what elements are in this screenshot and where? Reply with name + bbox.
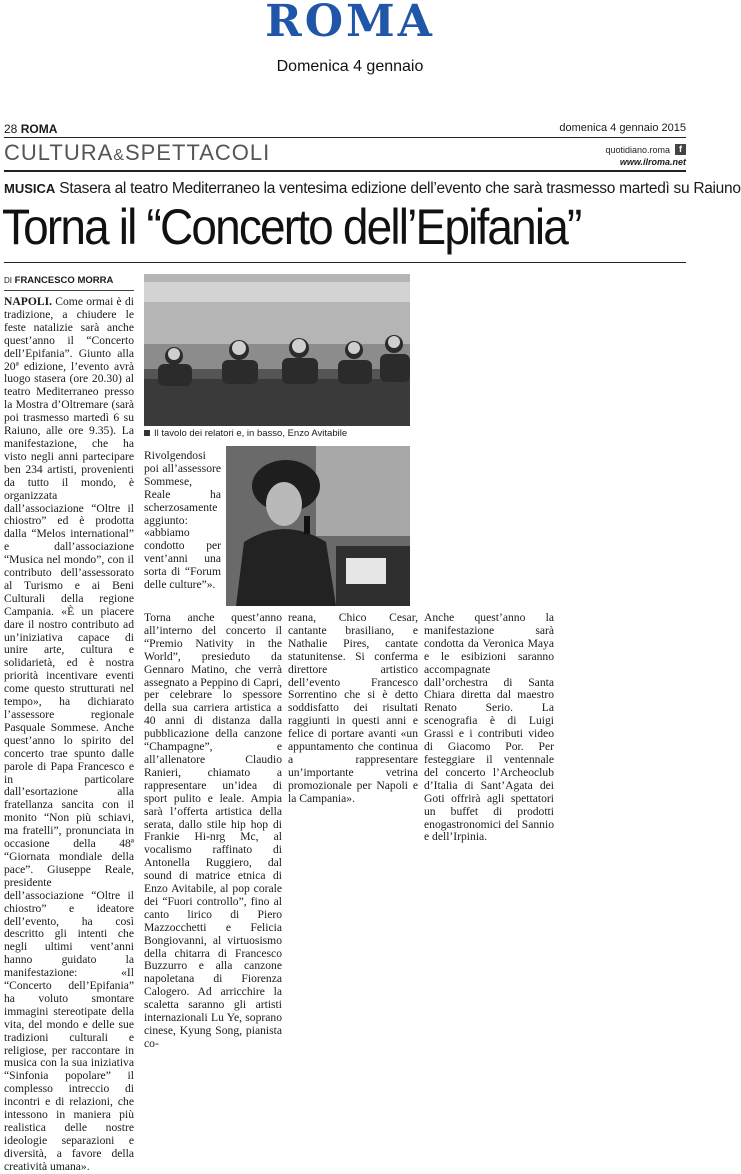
caption-text: Il tavolo dei relatori e, in basso, Enzo Avitabile xyxy=(154,428,348,439)
section-title xyxy=(4,140,270,166)
article-column-4 xyxy=(424,612,554,868)
kicker-tag: MUSICA xyxy=(4,181,56,196)
site-social-handle: quotidiano.roma xyxy=(605,145,670,155)
byline-divider xyxy=(4,290,134,291)
article-column-2b xyxy=(144,611,282,1050)
byline-prefix: DI xyxy=(4,276,12,285)
article-column-2 xyxy=(144,450,221,610)
photo-enzo-avitabile-image xyxy=(226,446,410,606)
page-number xyxy=(4,122,57,136)
column-4-text: Anche quest’anno la manifestazione sarà condotta da Veronica Maya e le esibizioni saranno accompagnate dall’orchestra di Santa Chiara diretta dal maestro Renato Serio. La scenografia è di Luigi Grassi e i contributi video di Giacomo Por. Per festeggiare il ventennale del concerto l’Archeoclub d’Italia di Sant’Agata dei Goti offrirà agli spettatori un buffet di prodotti enogastronomici del Sannio e dell’Irpinia. xyxy=(424,611,554,844)
article-column-1 xyxy=(4,295,134,1173)
caption-bullet-icon xyxy=(144,430,150,436)
byline-author: FRANCESCO MORRA xyxy=(14,275,114,286)
photo-speakers-table-image xyxy=(144,274,410,426)
section-title-amp: & xyxy=(113,147,125,164)
masthead-date: Domenica 4 gennaio xyxy=(276,58,424,75)
article-kicker xyxy=(4,180,741,198)
photo-enzo-avitabile xyxy=(226,446,410,606)
article-column-3 xyxy=(288,612,418,868)
photo-speakers-table xyxy=(144,274,410,426)
page-number-value: 28 xyxy=(4,122,18,136)
header-paper-name: ROMA xyxy=(20,122,58,136)
facebook-icon: f xyxy=(675,144,686,155)
section-title-part1: CULTURA xyxy=(4,140,114,165)
kicker-text: Stasera al teatro Mediterraneo la ventesima edizione dell’evento che sarà trasmesso martedì su Raiuno xyxy=(59,180,741,197)
column-3-text: reana, Chico Cesar, cantante brasiliano, e Nathalie Pires, cantate statunitense. Si conferma direttore artistico dell’evento Francesco Sorrentino che si è detto soddisfatto dei risultati raggiunti in questi anni e felice di portare avanti «un appuntamento che continua a rappresentare un’importante vetrina promozionale per Napoli e la Campania». xyxy=(288,611,418,805)
masthead-logo: ROMA xyxy=(265,0,435,47)
column-2b-text: Torna anche quest’anno all’interno del concerto il “Premio Nativity in the World”, presieduto da Gennaro Matino, che verrà assegnato a Peppino di Capri, per celebrare lo spessore della sua carriera artistica a 40 anni di distanza dalla pubblicazione della canzone “Champagne”, e all’allenatore Claudio Ranieri, chiamato a rappresentare un’idea di sport pulito e leale. Ampia sarà l’offerta artistica della serata, dallo stile hip hop di Frankie Hi-nrg Mc, al vocalismo raffinato di Antonella Ruggiero, dal sound di matrice etnica di Enzo Avitabile, al pop corale dei “Fuori controllo”, fino al canto lirico di Piero Mazzocchetti e Felicia Bongiovanni, al virtuosismo della chitarra di Francesco Buzzurro e alla canzone napoletana di Fiorenza Calogero. Ad arricchire la scaletta saranno gli artisti internazionali Lu Ye, soprano cinese, Kyung Song, pianista co- xyxy=(144,611,282,1050)
column-2-text: Rivolgendosi poi all’assessore Sommese, Reale ha scherzosamente aggiunto: «abbiamo condotto per vent’anni una sorta di “Forum delle culture”». xyxy=(144,449,221,592)
section-divider xyxy=(4,170,686,172)
headline-divider xyxy=(4,262,686,263)
header-date: domenica 4 gennaio 2015 xyxy=(559,122,686,134)
column-1-text: Come ormai è di tradizione, a chiudere le feste natalizie sarà anche quest’anno il “Concerto dell’Epifania”. Giunto alla 20ª edizione, l’evento avrà luogo stasera (ore 20.30) al teatro Mediterraneo presso la Mostra d’Oltremare (sarà poi trasmesso martedì 6 su Raiuno, alle ore 9.35). La manifestazione, che ha visto negli anni partecipare ben 234 artisti, provenienti da tutto il mondo, è organizzata dall’associazione “Oltre il chiostro” ed è prodotta dalla “Melos international” e dall’associazione “Musica nel mondo”, con il contributo dell’assessorato al Turismo e ai Beni Culturali della regione Campania. «È un piacere dare il nostro contributo ad un’iniziativa capace di unire arte, cultura e solidarietà, ed è nostra priorità incentivare eventi come questo strutturati nel tempo», ha dichiarato l’assessore regionale Pasquale Sommese. Anche quest’anno lo spirito del concerto trae spunto dalle parole di Papa Francesco e in particolare dall’esortazione alla fratellanza sancita con il monito “Non più schiavi, ma fratelli”, pronunciata in occasione della 48ª “Giornata mondiale della pace”. Giuseppe Reale, presidente dell’associazione “Oltre il chiostro” e ideatore dell’evento, ha così descritto gli intenti che negli ultimi vent’anni hanno guidato la manifestazione: «Il “Concerto dell’Epifania” ha voluto smontare immagini stereotipate della vita, del mondo e delle sue tradizioni culturali e religiose, per raccontare in musica con la sua iniziativa “Sinfonia popolare” il complesso intreccio di incontri e di relazioni, che intessono in maniera più realistica delle nostre ideologie separazioni e diversità, a favore della creatività umana». xyxy=(4,295,134,1173)
article-byline xyxy=(4,275,113,286)
section-title-part2: SPETTACOLI xyxy=(124,140,271,165)
article-headline: Torna il “Concerto dell’Epifania” xyxy=(2,199,581,255)
header-divider xyxy=(4,137,686,138)
photo-caption xyxy=(144,428,410,439)
dateline: NAPOLI. xyxy=(4,295,52,308)
site-url: www.ilroma.net xyxy=(619,157,686,167)
